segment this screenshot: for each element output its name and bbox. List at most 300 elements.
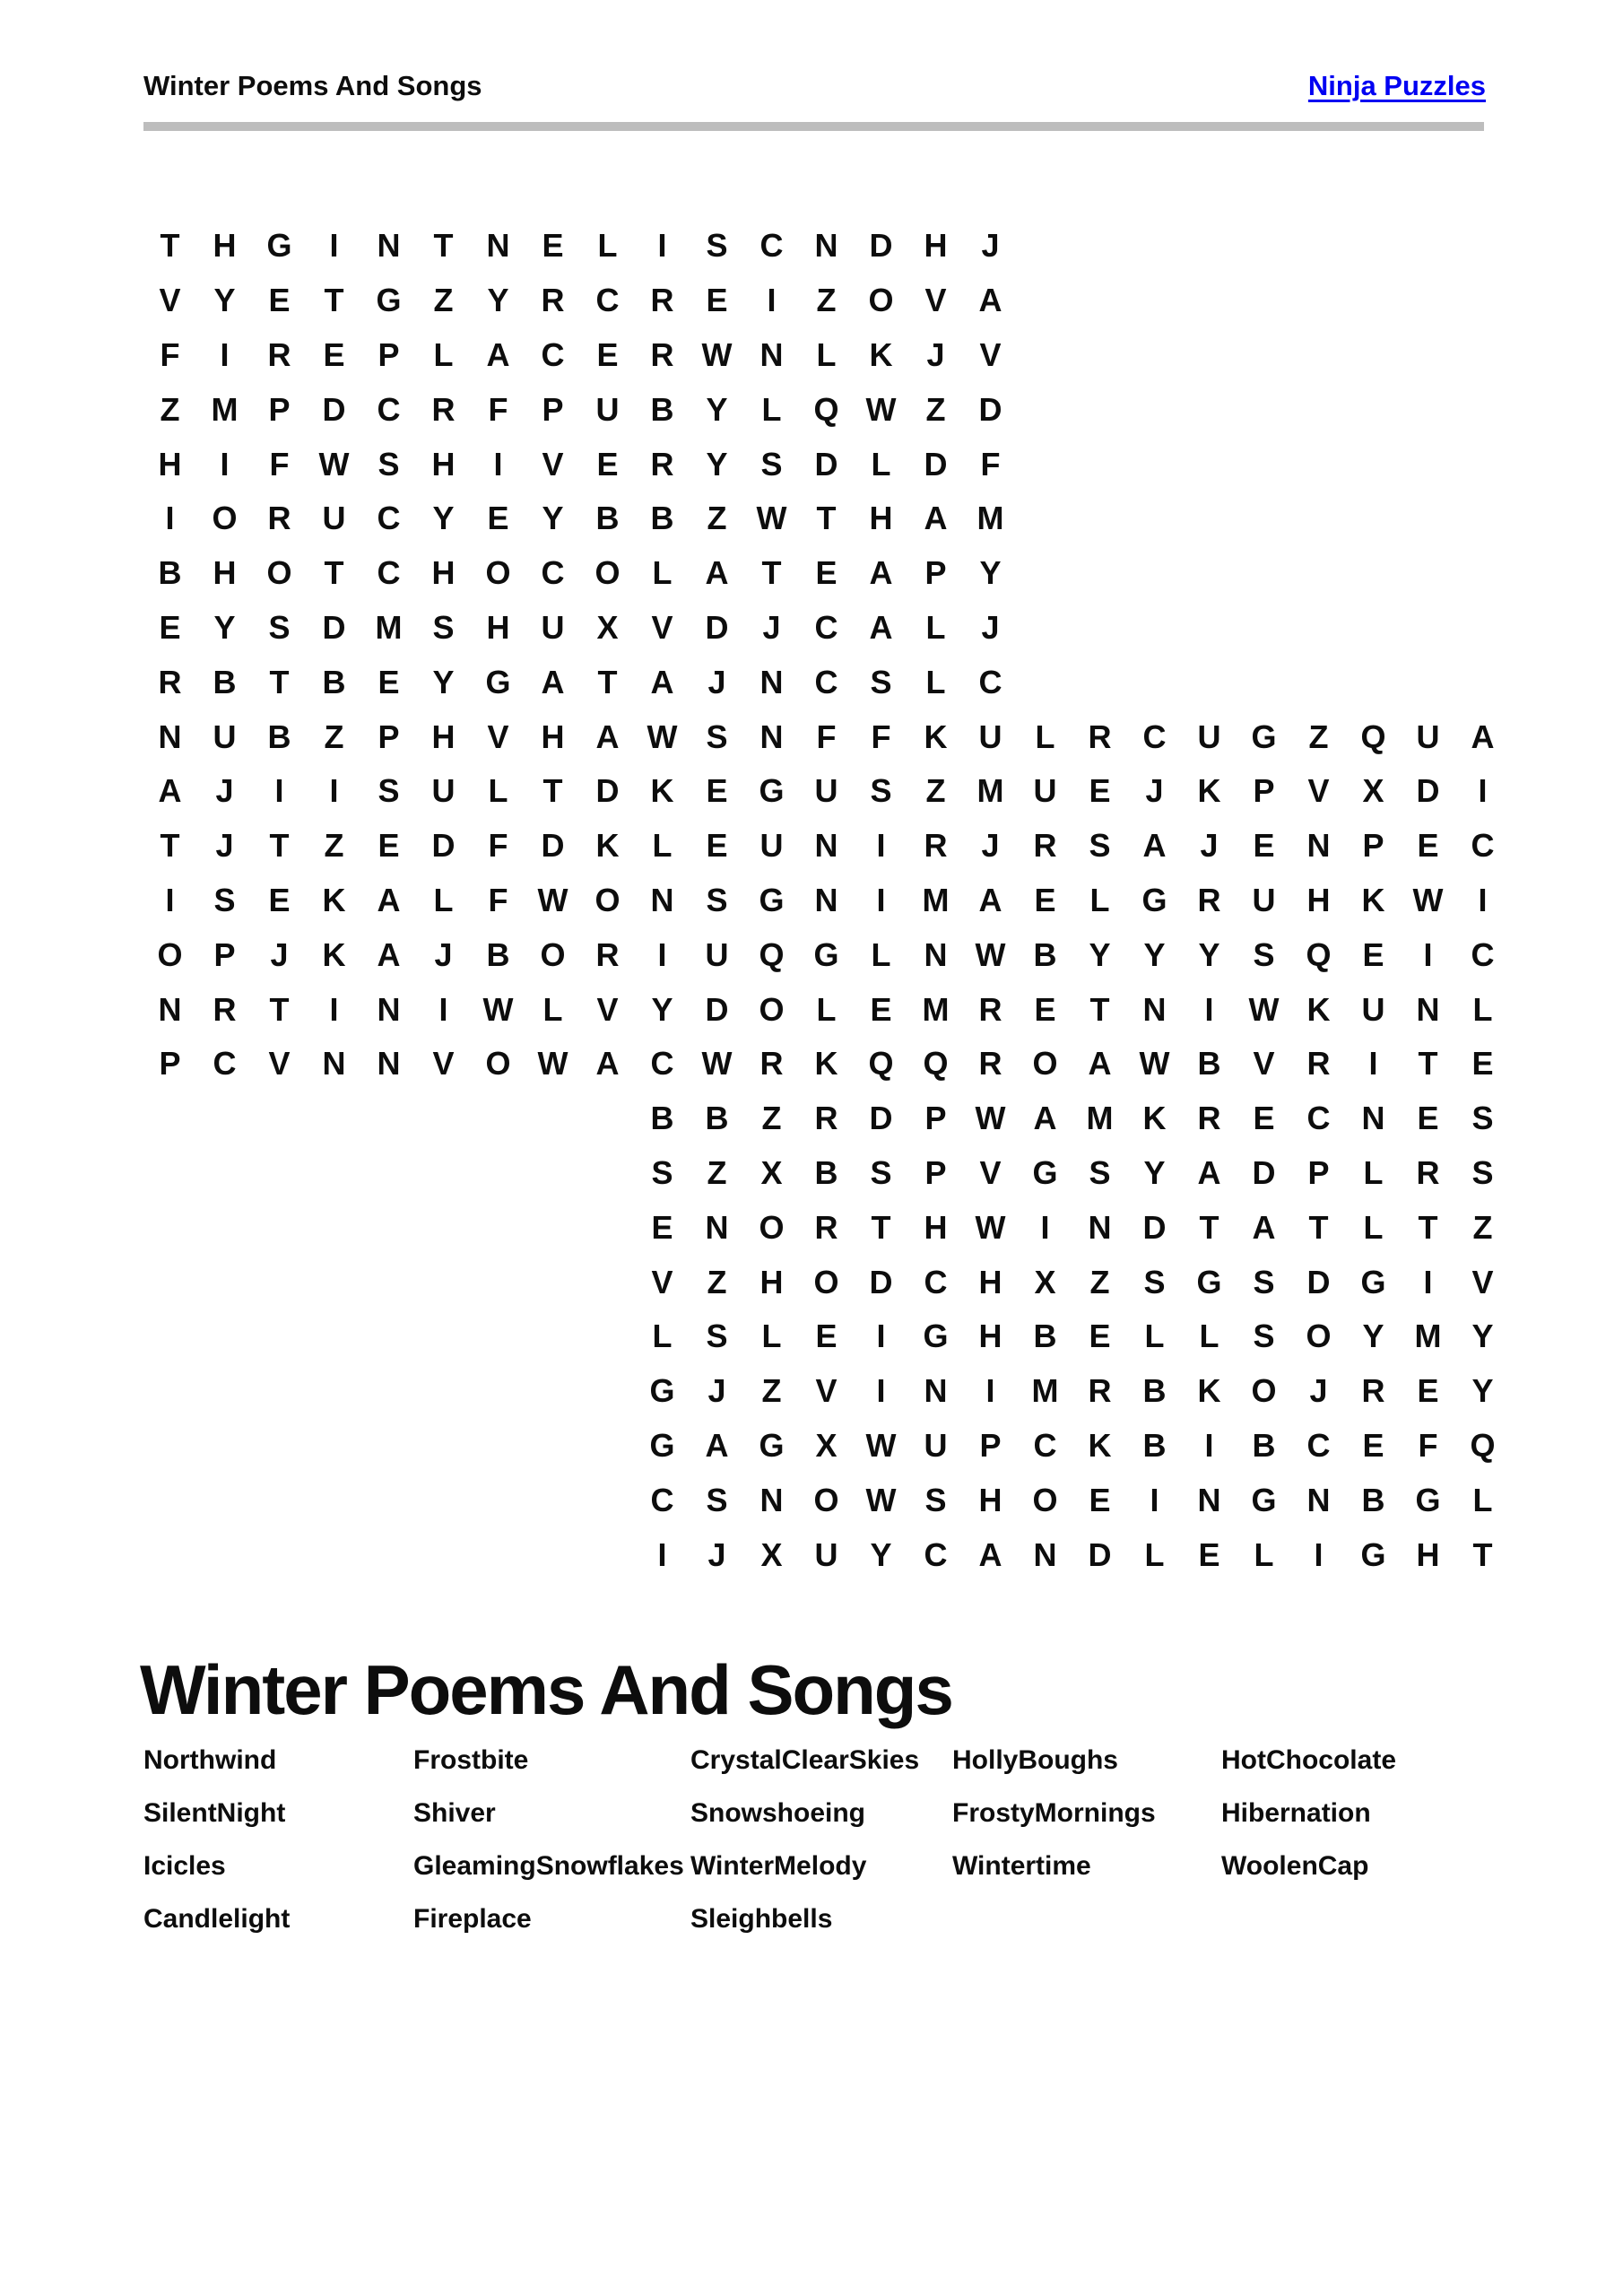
grid-letter: U: [1197, 718, 1221, 755]
grid-letter: B: [1142, 1426, 1167, 1464]
grid-letter: G: [266, 227, 292, 265]
grid-letter: A: [924, 500, 948, 537]
grid-letter: T: [269, 990, 290, 1028]
grid-letter: H: [541, 718, 565, 755]
grid-letter: R: [650, 335, 674, 373]
grid-letter: C: [1142, 718, 1167, 755]
grid-letter: D: [978, 390, 1002, 428]
grid-letter: R: [267, 335, 291, 373]
grid-letter: X: [1362, 772, 1384, 810]
grid-letter: I: [876, 827, 886, 865]
grid-letter: C: [924, 1535, 948, 1573]
grid-letter: O: [212, 500, 238, 537]
grid-letter: Z: [324, 718, 344, 755]
grid-letter: T: [433, 227, 454, 265]
grid-letter: P: [542, 390, 564, 428]
grid-letter: W: [701, 1045, 733, 1083]
ninja-puzzles-link[interactable]: Ninja Puzzles: [1307, 70, 1486, 101]
grid-letter: Q: [923, 1045, 949, 1083]
grid-letter: E: [487, 500, 509, 537]
grid-letter: A: [486, 335, 510, 373]
grid-letter: W: [975, 1100, 1006, 1137]
word-list-item: WinterMelody: [690, 1851, 867, 1881]
grid-letter: F: [488, 827, 508, 865]
grid-letter: L: [652, 827, 673, 865]
grid-letter: O: [813, 1263, 839, 1300]
grid-letter: W: [865, 1426, 897, 1464]
grid-letter: S: [1253, 1263, 1275, 1300]
grid-letter: P: [378, 335, 400, 373]
grid-letter: R: [978, 1045, 1002, 1083]
grid-letter: G: [376, 282, 402, 319]
grid-letter: N: [158, 990, 182, 1028]
grid-letter: H: [978, 1481, 1002, 1518]
grid-letter: E: [1034, 881, 1056, 918]
grid-letter: P: [268, 390, 291, 428]
grid-letter: G: [759, 772, 785, 810]
grid-letter: E: [706, 772, 728, 810]
word-list-item: Shiver: [413, 1798, 496, 1828]
grid-letter: L: [488, 772, 508, 810]
grid-letter: O: [759, 1208, 785, 1246]
word-list-item: HotChocolate: [1221, 1745, 1396, 1775]
grid-letter: P: [924, 1153, 947, 1191]
grid-letter: S: [1143, 1263, 1166, 1300]
puzzle-title: Winter Poems And Songs: [140, 1650, 952, 1729]
grid-letter: D: [322, 390, 346, 428]
grid-letter: U: [924, 1426, 948, 1464]
grid-letter: N: [1088, 1208, 1112, 1246]
grid-letter: N: [1306, 1481, 1331, 1518]
grid-letter: R: [541, 282, 565, 319]
grid-letter: W: [1248, 990, 1280, 1028]
grid-letter: C: [924, 1263, 948, 1300]
grid-letter: S: [706, 1481, 728, 1518]
grid-letter: L: [1254, 1535, 1274, 1573]
grid-letter: D: [705, 990, 729, 1028]
grid-letter: I: [329, 990, 339, 1028]
grid-letter: T: [1418, 1208, 1438, 1246]
grid-letter: G: [1360, 1263, 1386, 1300]
grid-letter: E: [1471, 1045, 1494, 1083]
grid-letter: A: [595, 1045, 620, 1083]
grid-letter: Y: [213, 608, 236, 646]
grid-letter: H: [978, 1263, 1002, 1300]
grid-letter: X: [596, 608, 619, 646]
grid-letter: G: [1141, 881, 1167, 918]
grid-letter: N: [1197, 1481, 1221, 1518]
grid-letter: R: [978, 990, 1002, 1028]
grid-letter: W: [701, 335, 733, 373]
grid-letter: J: [707, 1372, 726, 1410]
grid-letter: A: [1088, 1045, 1112, 1083]
grid-letter: N: [377, 990, 401, 1028]
grid-letter: B: [650, 1100, 674, 1137]
grid-letter: H: [431, 554, 456, 592]
grid-letter: H: [978, 1318, 1002, 1355]
grid-letter: H: [924, 227, 948, 265]
grid-letter: F: [816, 718, 837, 755]
grid-letter: T: [269, 827, 290, 865]
grid-letter: E: [706, 827, 728, 865]
grid-letter: U: [322, 500, 346, 537]
word-list-item: GleamingSnowflakes: [413, 1851, 684, 1881]
grid-letter: K: [322, 935, 346, 973]
grid-letter: J: [762, 608, 781, 646]
word-list-item: HollyBoughs: [952, 1745, 1118, 1775]
grid-letter: V: [159, 282, 181, 319]
grid-letter: A: [978, 881, 1002, 918]
grid-letter: J: [434, 935, 453, 973]
grid-letter: A: [869, 608, 893, 646]
grid-letter: A: [705, 554, 729, 592]
grid-letter: L: [433, 335, 454, 373]
grid-letter: X: [760, 1535, 783, 1573]
grid-letter: Z: [925, 772, 946, 810]
grid-letter: X: [1034, 1263, 1056, 1300]
grid-letter: R: [1361, 1372, 1385, 1410]
grid-letter: X: [815, 1426, 838, 1464]
grid-letter: U: [1361, 990, 1385, 1028]
grid-letter: P: [1253, 772, 1275, 810]
grid-letter: H: [486, 608, 510, 646]
grid-letter: R: [650, 445, 674, 483]
grid-letter: S: [1253, 1318, 1275, 1355]
grid-letter: V: [979, 335, 1002, 373]
grid-letter: S: [213, 881, 236, 918]
grid-letter: N: [1416, 990, 1440, 1028]
grid-letter: I: [329, 772, 339, 810]
grid-letter: K: [1361, 881, 1385, 918]
grid-letter: O: [1251, 1372, 1277, 1410]
grid-letter: R: [431, 390, 456, 428]
grid-letter: K: [1197, 1372, 1221, 1410]
grid-letter: T: [816, 500, 837, 537]
grid-letter: R: [814, 1208, 838, 1246]
grid-letter: B: [650, 500, 674, 537]
grid-letter: W: [537, 881, 568, 918]
grid-letter: O: [759, 990, 785, 1028]
grid-letter: U: [541, 608, 565, 646]
grid-letter: V: [924, 282, 947, 319]
grid-letter: S: [1089, 827, 1111, 865]
grid-letter: G: [649, 1372, 675, 1410]
grid-letter: E: [1034, 990, 1056, 1028]
grid-letter: Q: [868, 1045, 894, 1083]
grid-letter: V: [651, 608, 673, 646]
grid-letter: I: [1478, 772, 1488, 810]
grid-letter: N: [814, 227, 838, 265]
grid-letter: B: [1142, 1372, 1167, 1410]
grid-letter: M: [922, 990, 950, 1028]
grid-letter: I: [220, 445, 230, 483]
grid-letter: Q: [813, 390, 839, 428]
grid-letter: F: [1418, 1426, 1438, 1464]
grid-letter: I: [767, 282, 777, 319]
grid-letter: G: [1032, 1153, 1058, 1191]
grid-letter: R: [650, 282, 674, 319]
grid-letter: U: [978, 718, 1002, 755]
grid-letter: Q: [1306, 935, 1332, 973]
grid-letter: N: [759, 335, 784, 373]
grid-letter: D: [814, 445, 838, 483]
grid-letter: R: [595, 935, 620, 973]
grid-letter: W: [1412, 881, 1444, 918]
grid-letter: O: [540, 935, 566, 973]
grid-letter: L: [925, 663, 946, 700]
grid-letter: Y: [979, 554, 1002, 592]
grid-letter: A: [1197, 1153, 1221, 1191]
grid-letter: I: [329, 227, 339, 265]
grid-letter: B: [213, 663, 237, 700]
word-list-item: Northwind: [143, 1745, 277, 1775]
grid-letter: D: [595, 772, 620, 810]
grid-letter: Z: [761, 1100, 782, 1137]
grid-letter: H: [213, 554, 237, 592]
grid-letter: O: [1306, 1318, 1332, 1355]
word-list-item: Wintertime: [952, 1851, 1091, 1881]
grid-letter: K: [322, 881, 346, 918]
grid-letter: B: [1033, 935, 1057, 973]
grid-letter: A: [978, 1535, 1002, 1573]
grid-letter: Q: [1360, 718, 1386, 755]
grid-letter: A: [978, 282, 1002, 319]
grid-letter: N: [924, 935, 948, 973]
grid-letter: O: [157, 935, 183, 973]
grid-letter: L: [816, 335, 837, 373]
grid-letter: Q: [759, 935, 785, 973]
grid-letter: E: [815, 554, 838, 592]
grid-letter: C: [595, 282, 620, 319]
grid-letter: Z: [761, 1372, 782, 1410]
grid-letter: L: [1472, 990, 1493, 1028]
grid-letter: J: [270, 935, 289, 973]
grid-letter: Y: [542, 500, 564, 537]
grid-letter: F: [980, 445, 1001, 483]
grid-letter: V: [487, 718, 509, 755]
grid-letter: E: [1089, 1318, 1111, 1355]
grid-letter: K: [869, 335, 893, 373]
grid-letter: X: [760, 1153, 783, 1191]
grid-letter: E: [159, 608, 181, 646]
grid-letter: I: [493, 445, 503, 483]
grid-letter: H: [158, 445, 182, 483]
grid-letter: I: [165, 500, 175, 537]
grid-letter: E: [268, 282, 291, 319]
grid-letter: K: [1088, 1426, 1112, 1464]
grid-letter: G: [1360, 1535, 1386, 1573]
grid-letter: I: [657, 1535, 667, 1573]
grid-letter: I: [1314, 1535, 1324, 1573]
header-divider: [143, 122, 1484, 131]
word-list-item: Hibernation: [1221, 1798, 1371, 1828]
grid-letter: D: [1416, 772, 1440, 810]
grid-letter: E: [378, 663, 400, 700]
grid-letter: R: [1088, 1372, 1112, 1410]
grid-letter: M: [1414, 1318, 1442, 1355]
grid-letter: L: [1363, 1208, 1384, 1246]
grid-letter: A: [595, 718, 620, 755]
grid-letter: U: [213, 718, 237, 755]
word-list-item: Sleighbells: [690, 1904, 833, 1934]
grid-letter: C: [213, 1045, 237, 1083]
grid-letter: C: [541, 554, 565, 592]
grid-letter: I: [657, 227, 667, 265]
grid-letter: O: [485, 554, 511, 592]
grid-letter: E: [1417, 1372, 1439, 1410]
grid-letter: L: [871, 935, 891, 973]
grid-letter: T: [1418, 1045, 1438, 1083]
grid-letter: V: [815, 1372, 838, 1410]
grid-letter: E: [323, 335, 345, 373]
grid-letter: G: [923, 1318, 949, 1355]
grid-letter: N: [759, 718, 784, 755]
grid-letter: W: [865, 390, 897, 428]
grid-letter: I: [876, 881, 886, 918]
grid-letter: S: [706, 227, 728, 265]
grid-letter: L: [1472, 1481, 1493, 1518]
grid-letter: V: [651, 1263, 673, 1300]
grid-letter: V: [596, 990, 619, 1028]
grid-letter: R: [213, 990, 237, 1028]
grid-letter: B: [267, 718, 291, 755]
grid-letter: L: [433, 881, 454, 918]
grid-letter: E: [596, 445, 619, 483]
grid-letter: E: [1253, 1100, 1275, 1137]
grid-letter: P: [979, 1426, 1002, 1464]
grid-letter: V: [1471, 1263, 1494, 1300]
grid-letter: J: [215, 772, 234, 810]
grid-letter: Z: [1308, 718, 1329, 755]
grid-letter: T: [871, 1208, 891, 1246]
grid-letter: G: [759, 1426, 785, 1464]
grid-letter: B: [158, 554, 182, 592]
grid-letter: T: [160, 227, 180, 265]
grid-letter: R: [1033, 827, 1057, 865]
grid-letter: N: [1306, 827, 1331, 865]
grid-letter: T: [761, 554, 782, 592]
grid-letter: Y: [1198, 935, 1220, 973]
grid-letter: B: [1252, 1426, 1276, 1464]
grid-letter: G: [1251, 718, 1277, 755]
grid-letter: V: [268, 1045, 291, 1083]
grid-letter: C: [377, 554, 401, 592]
grid-letter: W: [756, 500, 787, 537]
word-list-item: WoolenCap: [1221, 1851, 1369, 1881]
grid-letter: C: [377, 500, 401, 537]
grid-letter: Z: [160, 390, 180, 428]
word-list-item: Frostbite: [413, 1745, 529, 1775]
grid-letter: E: [1253, 827, 1275, 865]
grid-letter: H: [1416, 1535, 1440, 1573]
grid-letter: B: [1197, 1045, 1221, 1083]
grid-letter: O: [1032, 1481, 1058, 1518]
grid-letter: H: [431, 718, 456, 755]
grid-letter: L: [597, 227, 618, 265]
grid-letter: I: [1204, 1426, 1214, 1464]
grid-letter: P: [1307, 1153, 1330, 1191]
grid-letter: A: [869, 554, 893, 592]
grid-letter: T: [324, 282, 344, 319]
grid-letter: M: [976, 500, 1004, 537]
grid-letter: I: [876, 1318, 886, 1355]
grid-letter: I: [274, 772, 284, 810]
grid-letter: C: [1471, 827, 1495, 865]
grid-letter: S: [1471, 1100, 1494, 1137]
grid-letter: B: [486, 935, 510, 973]
grid-letter: C: [814, 663, 838, 700]
grid-letter: S: [651, 1153, 673, 1191]
grid-letter: V: [432, 1045, 455, 1083]
grid-letter: O: [595, 554, 621, 592]
word-list-item: Fireplace: [413, 1904, 532, 1934]
grid-letter: Y: [706, 390, 728, 428]
grid-letter: T: [1089, 990, 1110, 1028]
grid-letter: D: [431, 827, 456, 865]
grid-letter: N: [377, 1045, 401, 1083]
grid-letter: R: [158, 663, 182, 700]
grid-letter: G: [1415, 1481, 1441, 1518]
grid-letter: R: [1197, 1100, 1221, 1137]
grid-letter: F: [160, 335, 180, 373]
grid-letter: M: [211, 390, 239, 428]
grid-letter: B: [1033, 1318, 1057, 1355]
grid-letter: U: [1416, 718, 1440, 755]
grid-letter: A: [377, 881, 401, 918]
grid-letter: S: [870, 1153, 892, 1191]
grid-letter: C: [814, 608, 838, 646]
grid-letter: P: [159, 1045, 181, 1083]
grid-letter: C: [1471, 935, 1495, 973]
grid-letter: Z: [816, 282, 837, 319]
grid-letter: O: [485, 1045, 511, 1083]
grid-letter: R: [1088, 718, 1112, 755]
grid-letter: Z: [707, 1153, 727, 1191]
grid-letter: Y: [1143, 935, 1166, 973]
grid-letter: V: [979, 1153, 1002, 1191]
grid-letter: S: [760, 445, 783, 483]
grid-letter: S: [378, 772, 400, 810]
grid-letter: S: [432, 608, 455, 646]
word-list-item: Candlelight: [143, 1904, 291, 1934]
grid-letter: D: [1252, 1153, 1276, 1191]
grid-letter: N: [924, 1372, 948, 1410]
grid-letter: A: [1252, 1208, 1276, 1246]
grid-letter: E: [1417, 1100, 1439, 1137]
grid-letter: R: [1197, 881, 1221, 918]
grid-letter: D: [541, 827, 565, 865]
grid-letter: N: [158, 718, 182, 755]
grid-letter: S: [706, 718, 728, 755]
grid-letter: S: [1253, 935, 1275, 973]
grid-letter: M: [1031, 1372, 1059, 1410]
grid-letter: N: [486, 227, 510, 265]
grid-letter: L: [871, 445, 891, 483]
grid-letter: E: [1198, 1535, 1220, 1573]
grid-letter: L: [1035, 718, 1055, 755]
grid-letter: N: [759, 1481, 784, 1518]
grid-letter: E: [1362, 1426, 1384, 1464]
grid-letter: E: [1362, 935, 1384, 973]
grid-letter: F: [269, 445, 290, 483]
grid-letter: F: [871, 718, 891, 755]
grid-letter: L: [761, 1318, 782, 1355]
grid-letter: Y: [1089, 935, 1111, 973]
grid-letter: L: [925, 608, 946, 646]
grid-letter: G: [485, 663, 511, 700]
grid-letter: T: [542, 772, 563, 810]
grid-letter: W: [865, 1481, 897, 1518]
